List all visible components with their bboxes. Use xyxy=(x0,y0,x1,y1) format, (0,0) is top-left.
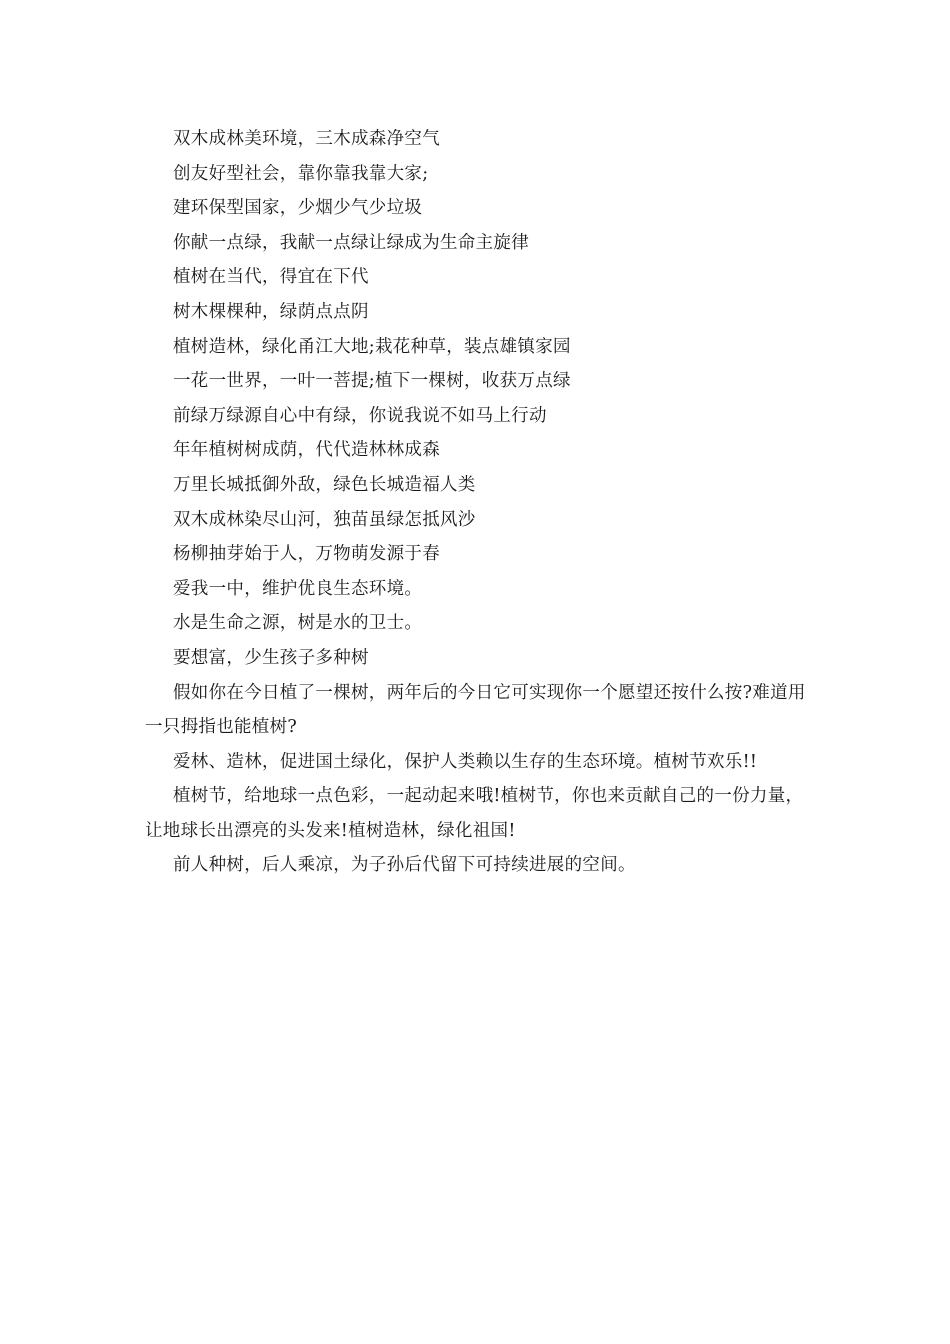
paragraph: 双木成林美环境，三木成森净空气 xyxy=(173,129,440,149)
paragraph: 前绿万绿源自心中有绿，你说我说不如马上行动 xyxy=(173,405,547,426)
paragraph: 双木成林染尽山河，独苗虽绿怎抵风沙 xyxy=(173,509,476,530)
paragraph: 要想富，少生孩子多种树 xyxy=(173,647,369,668)
paragraph: 假如你在今日植了一棵树，两年后的今日它可实现你一个愿望还按什么按?难道用一只拇指也能植树? xyxy=(145,682,806,738)
paragraph: 一花一世界，一叶一菩提;植下一棵树，收获万点绿 xyxy=(173,371,571,392)
paragraph: 前人种树，后人乘凉，为子孙后代留下可持续进展的空间。 xyxy=(173,855,636,876)
paragraph: 爱林、造林，促进国土绿化，保护人类赖以生存的生态环境。植树节欢乐!! xyxy=(173,751,758,772)
paragraph: 水是生命之源，树是水的卫士。 xyxy=(173,613,423,634)
paragraph: 万里长城抵御外敌，绿色长城造福人类 xyxy=(173,474,476,495)
paragraph: 树木棵棵种，绿荫点点阴 xyxy=(173,301,369,322)
paragraph: 植树节，给地球一点色彩，一起动起来哦!植树节，你也来贡献自己的一份力量，让地球长出漂亮的头发来!植树造林，绿化祖国! xyxy=(145,786,804,841)
paragraph: 植树在当代，得宜在下代 xyxy=(173,267,369,288)
paragraph: 植树造林，绿化甬江大地;栽花种草，装点雄镇家园 xyxy=(173,336,571,357)
document-body xyxy=(145,122,810,883)
paragraph: 杨柳抽芽始于人，万物萌发源于春 xyxy=(173,544,440,565)
paragraph: 年年植树树成荫，代代造林林成森 xyxy=(173,440,440,461)
paragraph: 建环保型国家，少烟少气少垃圾 xyxy=(173,198,423,219)
paragraph: 你献一点绿，我献一点绿让绿成为生命主旋律 xyxy=(173,232,529,253)
paragraph: 爱我一中，维护优良生态环境。 xyxy=(173,578,423,599)
paragraph: 创友好型社会，靠你靠我靠大家; xyxy=(173,163,429,184)
